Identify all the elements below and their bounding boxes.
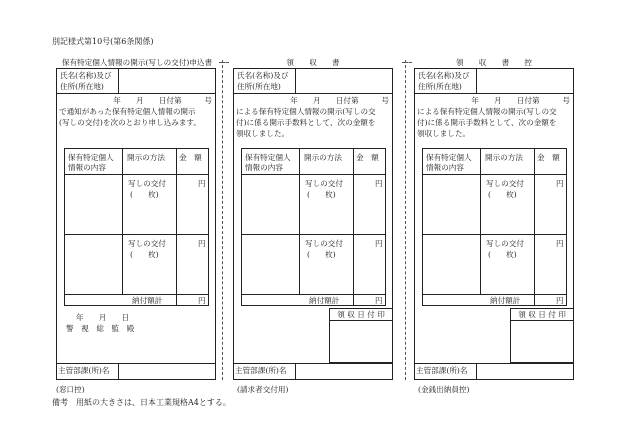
total-yen: 円 (198, 296, 206, 305)
row1-yen: 円 (375, 179, 383, 188)
dept-label: 主管部課(所)名 (58, 366, 110, 375)
row1-count: ( 枚) (130, 190, 159, 199)
address-label: 住所(所在地) (60, 82, 104, 91)
name-label: 氏名(名称)及び (60, 71, 112, 80)
body-text-1: による保有特定個人情報の開示(写しの交 (236, 107, 376, 116)
row2-yen: 円 (375, 239, 383, 248)
row2-count: ( 枚) (130, 250, 159, 259)
row2-method: 写しの交付 (305, 239, 343, 248)
copy-label: (金銭出納員控) (418, 385, 470, 394)
header-info-2: 情報の内容 (245, 163, 283, 172)
name-label: 氏名(名称)及び (237, 71, 289, 80)
header-info-2: 情報の内容 (426, 163, 464, 172)
reference-date: 年 月 日付第 号 (471, 96, 570, 105)
row1-method: 写しの交付 (305, 179, 343, 188)
receipt-stamp-label: 領 収 日 付 印 (518, 310, 566, 319)
body-text-3: 領収しました。 (236, 129, 290, 138)
header-method: 開示の方法 (485, 153, 523, 162)
total-label: 納付額計 (490, 296, 521, 305)
form-column-application (56, 58, 216, 398)
body-text-3: 領収しました。 (417, 129, 471, 138)
address-label: 住所(所在地) (418, 82, 462, 91)
header-info-2: 情報の内容 (68, 163, 106, 172)
cut-line-1 (222, 60, 223, 380)
copy-label: (請求者交付用) (237, 385, 289, 394)
row2-yen: 円 (556, 239, 564, 248)
application-date: 年 月 日 (76, 313, 130, 322)
total-yen: 円 (375, 296, 383, 305)
form-number: 別記様式第10号(第6条関係) (52, 37, 154, 46)
cut-line-2 (405, 60, 406, 380)
row1-yen: 円 (198, 179, 206, 188)
receipt-stamp-label: 領 収 日 付 印 (337, 310, 385, 319)
row1-yen: 円 (556, 179, 564, 188)
header-amount: 金 額 (356, 153, 379, 162)
body-text-2: 付)に係る開示手数料として、次の金額を (236, 118, 376, 127)
form-column-receipt-stub (414, 58, 574, 398)
name-label: 氏名(名称)及び (418, 71, 470, 80)
total-yen: 円 (556, 296, 564, 305)
body-text-2: 付)に係る開示手数料として、次の金額を (417, 118, 557, 127)
row2-count: ( 枚) (488, 250, 517, 259)
total-label: 納付額計 (309, 296, 340, 305)
header-method: 開示の方法 (127, 153, 165, 162)
address-label: 住所(所在地) (237, 82, 281, 91)
row2-method: 写しの交付 (486, 239, 524, 248)
reference-date: 年 月 日付第 号 (113, 96, 212, 105)
form-column-receipt (233, 58, 393, 398)
dept-label: 主管部課(所)名 (416, 366, 468, 375)
footer-note: 備考 用紙の大きさは、日本工業規格A4とする。 (52, 398, 231, 407)
header-amount: 金 額 (179, 153, 202, 162)
row1-count: ( 枚) (307, 190, 336, 199)
reference-date: 年 月 日付第 号 (290, 96, 389, 105)
column-title: 領 収 書 (286, 58, 340, 67)
header-info-1: 保有特定個人 (68, 153, 114, 162)
header-amount: 金 額 (537, 153, 560, 162)
column-title: 領 収 書 控 (456, 58, 532, 67)
body-text-1: で通知があった保有特定個人情報の開示 (59, 107, 196, 116)
row2-method: 写しの交付 (128, 239, 166, 248)
header-method: 開示の方法 (304, 153, 342, 162)
row1-method: 写しの交付 (486, 179, 524, 188)
addressee: 警 視 総 監 殿 (66, 324, 135, 333)
row1-method: 写しの交付 (128, 179, 166, 188)
row2-count: ( 枚) (307, 250, 336, 259)
column-title: 保有特定個人情報の開示(写しの交付)申込書 (61, 58, 213, 67)
header-info-1: 保有特定個人 (426, 153, 472, 162)
body-text-1: による保有特定個人情報の開示(写しの交 (417, 107, 557, 116)
total-label: 納付額計 (132, 296, 163, 305)
body-text-2: (写しの交付)を次のとおり申し込みます。 (59, 118, 202, 127)
top-dash-2 (402, 62, 412, 63)
copy-label: (窓口控) (56, 385, 85, 394)
row2-yen: 円 (198, 239, 206, 248)
header-info-1: 保有特定個人 (245, 153, 291, 162)
row1-count: ( 枚) (488, 190, 517, 199)
dept-label: 主管部課(所)名 (235, 366, 287, 375)
